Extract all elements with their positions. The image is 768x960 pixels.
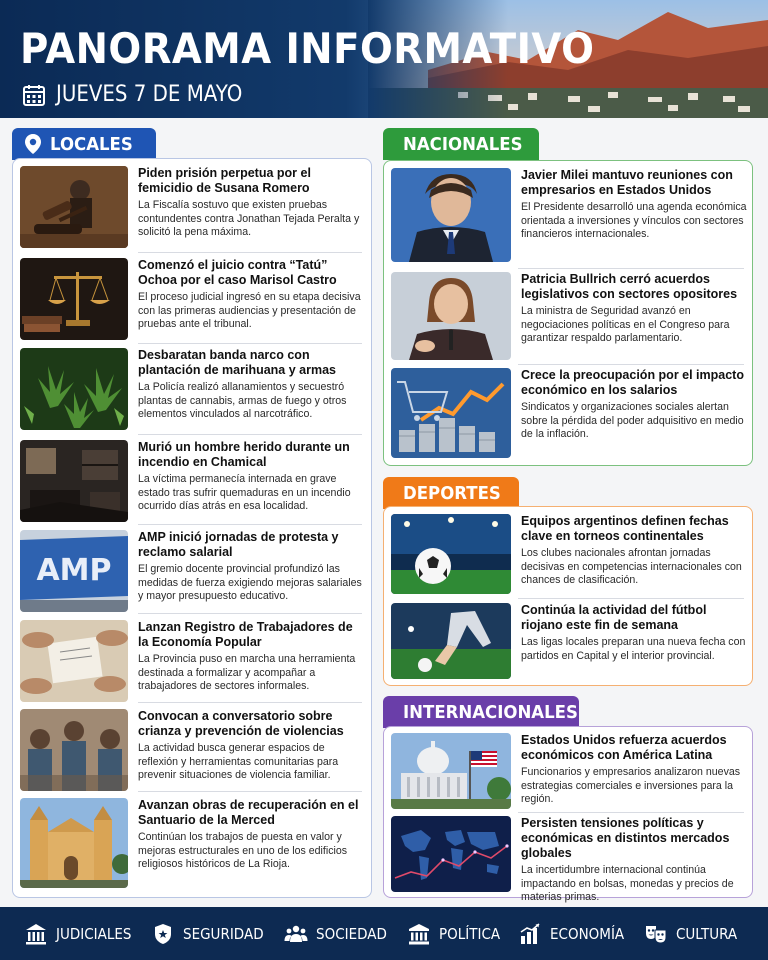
article-title[interactable]: Crece la preocupación por el impacto económico en los salarios: [521, 368, 744, 397]
article-title[interactable]: Patricia Bullrich cerró acuerdos legislativos con sectores opositores: [521, 272, 738, 301]
world-map-data-photo: [391, 816, 511, 892]
section-label: LOCALES: [50, 133, 133, 155]
article-body: El Presidente desarrolló una agenda económica orientada a inversiones y vínculos con sectores financieros internacionales.: [521, 201, 747, 241]
article-body: El proceso judicial ingresó en su etapa decisiva con las primeras audiencias y presentación de pruebas ante el tribunal.: [138, 291, 361, 331]
amp-banner-photo: [20, 530, 128, 612]
article-title[interactable]: Comenzó el juicio contra “Tatú” Ochoa por el caso Marisol Castro: [138, 258, 337, 287]
article-title[interactable]: Avanzan obras de recuperación en el Santuario de la Merced: [138, 798, 359, 827]
article-title[interactable]: Javier Milei mantuvo reuniones con empresarios en Estados Unidos: [521, 168, 733, 197]
president-portrait-photo: [391, 168, 511, 262]
article-body: Continúan los trabajos de puesta en valor y mejoras estructurales en uno de los edificios religiosos históricos de La Rioja.: [138, 831, 348, 871]
footer-label: ECONOMÍA: [550, 924, 625, 943]
footer-label: JUDICIALES: [55, 924, 132, 943]
article-locales-4[interactable]: [20, 440, 366, 522]
article-internacionales-1[interactable]: [391, 733, 747, 809]
bar-chart-icon: [518, 922, 542, 946]
article-internacionales-2[interactable]: [391, 816, 747, 905]
divider: [138, 524, 362, 525]
divider: [518, 598, 744, 599]
government-building-icon: [407, 922, 431, 946]
banner-text: AMP: [36, 553, 112, 588]
footer-item-seguridad[interactable]: [151, 922, 273, 946]
section-label: INTERNACIONALES: [403, 701, 578, 723]
footer-label: POLÍTICA: [438, 924, 500, 943]
article-nacionales-1[interactable]: [391, 168, 747, 262]
section-label: NACIONALES: [403, 133, 523, 155]
footer-item-judiciales[interactable]: [24, 922, 140, 946]
article-title[interactable]: AMP inició jornadas de protesta y reclamo salarial: [138, 530, 339, 559]
divider: [518, 268, 744, 269]
article-body: La Fiscalía sostuvo que existen pruebas contundentes contra Jonathan Tejada Peralta y solicitó la pena máxima.: [138, 199, 360, 239]
article-body: El gremio docente provincial profundizó las medidas de fuerza exigiendo mejoras salariales y mayor presupuesto educativo.: [138, 563, 362, 603]
section-tab-locales[interactable]: [12, 128, 156, 160]
divider: [138, 613, 362, 614]
article-body: La incertidumbre internacional continúa impactando en bolsas, monedas y precios de materias primas.: [521, 864, 734, 904]
location-pin-icon: [24, 133, 42, 155]
article-title[interactable]: Convocan a conversatorio sobre crianza y prevención de violencias: [138, 709, 344, 738]
article-deportes-2[interactable]: [391, 603, 747, 679]
article-title[interactable]: Estados Unidos refuerza acuerdos económicos con América Latina: [521, 733, 727, 762]
article-title[interactable]: Desbaratan banda narco con plantación de marihuana y armas: [138, 348, 336, 377]
divider: [138, 702, 362, 703]
date-label: JUEVES 7 DE MAYO: [56, 82, 243, 107]
scales-of-justice-photo: [20, 258, 128, 340]
divider: [138, 252, 362, 253]
article-locales-8[interactable]: [20, 798, 366, 888]
cannabis-plants-photo: [20, 348, 128, 430]
article-body: Sindicatos y organizaciones sociales alertan sobre la pérdida del poder adquisitivo en medio de la inflación.: [521, 401, 744, 441]
minister-speaking-photo: [391, 272, 511, 360]
divider: [138, 791, 362, 792]
police-badge-icon: [151, 922, 175, 946]
article-locales-5[interactable]: [20, 530, 366, 612]
footer-category-bar: [0, 907, 768, 960]
football-kick-photo: [391, 603, 511, 679]
article-locales-1[interactable]: [20, 166, 366, 248]
divider: [138, 343, 362, 344]
footer-item-sociedad[interactable]: [284, 922, 395, 946]
coins-cart-chart-photo: [391, 368, 511, 458]
gavel-courtroom-photo: [20, 166, 128, 248]
article-locales-7[interactable]: [20, 709, 366, 791]
article-body: Los clubes nacionales afrontan jornadas decisivas en competencias internacionales con chances de clasificación.: [521, 547, 742, 587]
article-nacionales-2[interactable]: [391, 272, 747, 360]
article-title[interactable]: Persisten tensiones políticas y económicas en distintos mercados globales: [521, 816, 730, 860]
article-nacionales-3[interactable]: [391, 368, 747, 458]
article-title[interactable]: Equipos argentinos definen fechas clave en torneos continentales: [521, 514, 729, 543]
article-title[interactable]: Murió un hombre herido durante un incendio en Chamical: [138, 440, 350, 469]
people-group-icon: [284, 922, 308, 946]
divider: [138, 434, 362, 435]
group-meeting-photo: [20, 709, 128, 791]
article-locales-6[interactable]: [20, 620, 366, 702]
capitol-flag-photo: [391, 733, 511, 809]
footer-item-economia[interactable]: [518, 922, 632, 946]
section-tab-internacionales[interactable]: [383, 696, 579, 728]
article-deportes-1[interactable]: [391, 514, 747, 594]
theater-masks-icon: [644, 922, 668, 946]
article-locales-3[interactable]: [20, 348, 366, 430]
footer-item-cultura[interactable]: [644, 922, 744, 946]
article-locales-2[interactable]: [20, 258, 366, 340]
article-title[interactable]: Continúa la actividad del fútbol riojano este fin de semana: [521, 603, 707, 632]
footer-label: CULTURA: [676, 924, 738, 943]
article-body: Las ligas locales preparan una nueva fecha con partidos en Capital y el interior provincial.: [521, 636, 746, 662]
divider: [518, 364, 744, 365]
footer-label: SOCIEDAD: [316, 924, 388, 943]
section-tab-deportes[interactable]: [383, 477, 519, 509]
soccer-ball-stadium-photo: [391, 514, 511, 594]
burned-room-photo: [20, 440, 128, 522]
article-title[interactable]: Piden prisión perpetua por el femicidio de Susana Romero: [138, 166, 311, 195]
article-body: La ministra de Seguridad avanzó en negociaciones políticas en el Congreso para garantizar respaldo parlamentario.: [521, 305, 730, 345]
article-body: La Provincia puso en marcha una herramienta destinada a formalizar y acompañar a trabajadores de sectores informales.: [138, 653, 356, 693]
footer-label: SEGURIDAD: [183, 924, 264, 943]
article-title[interactable]: Lanzan Registro de Trabajadores de la Economía Popular: [138, 620, 353, 649]
footer-item-politica[interactable]: [407, 922, 507, 946]
article-body: La Policía realizó allanamientos y secuestró plantas de cannabis, armas de fuego y otros elementos vinculados al narcotráfico.: [138, 381, 347, 421]
article-body: La víctima permanecía internada en grave estado tras sufrir quemaduras en un incendio ocurrido días atrás en esa localidad.: [138, 473, 351, 513]
page-title: PANORAMA INFORMATIVO: [20, 24, 595, 73]
courthouse-icon: [24, 922, 48, 946]
divider: [518, 812, 744, 813]
hands-documents-photo: [20, 620, 128, 702]
church-facade-photo: [20, 798, 128, 888]
header-banner: [0, 0, 768, 118]
article-body: Funcionarios y empresarios analizaron nuevas estrategias comerciales e inversiones para la región.: [521, 766, 741, 806]
section-tab-nacionales[interactable]: [383, 128, 539, 160]
article-body: La actividad busca generar espacios de reflexión y herramientas comunitarias para prevenir situaciones de violencia familiar.: [138, 742, 339, 782]
calendar-icon: [22, 83, 46, 107]
date-row: [22, 82, 263, 107]
section-label: DEPORTES: [403, 482, 501, 504]
